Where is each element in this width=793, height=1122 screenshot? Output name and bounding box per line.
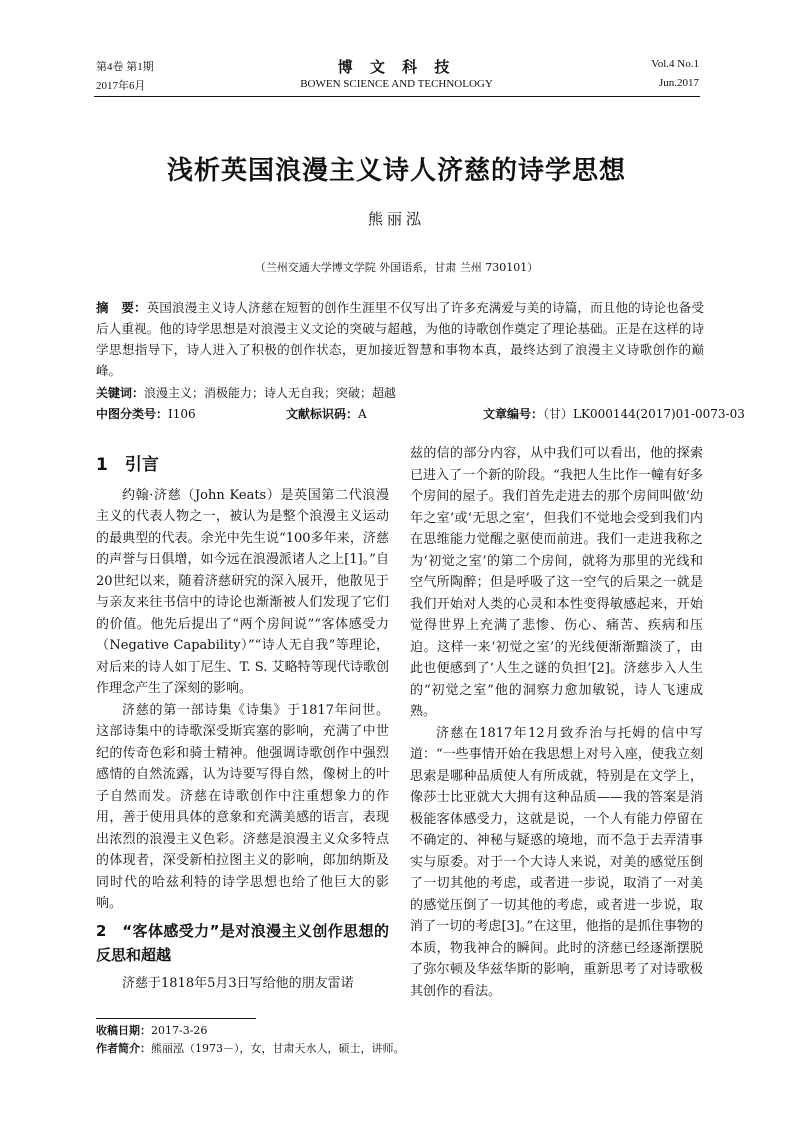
abstract: [96, 297, 704, 381]
clc-value: I106: [168, 407, 196, 421]
received-date: [96, 1022, 207, 1039]
paragraph: 济慈于1818年5月3日写给他的朋友雷诺: [122, 975, 354, 991]
paragraph: 济慈的第一部诗集《诗集》于1817年问世。这部诗集中的诗歌深受斯宾塞的影响，充满了中世纪的传奇色彩和骑士精神。他强调诗歌创作中强烈感情的自然流露，认为诗要写得自然，像树上的叶子自然而发。济慈在诗歌创作中注重想象力的作用，善于使用具体的意象和充满美感的语言，表现出浓烈的浪漫主义色彩。济慈是浪漫主义众多特点的体现者，深受新柏拉图主义的影响，郎加纳斯及同时代的哈兹利特的诗学思想也给了他巨大的影响。: [96, 702, 389, 911]
article-affiliation: （兰州交通大学博文学院 外国语系，甘肃 兰州 730101）: [254, 261, 539, 274]
paragraph: 兹的信的部分内容，从中我们可以看出，他的探索已进入了一个新的阶段。“我把人生比作一幢有好多个房间的屋子。我们首先走进去的那个房间叫做‘幼年之室’或‘无思之室’，但我们不觉地会受到我们内在思维能力觉醒之驱使而前进。我们一走进我称之为‘初觉之室’的第二个房间，就将为那里的光线和空气所陶醉；但是呼吸了这一空气的后果之一就是我们开始对人类的心灵和本性变得敏感起来，开始觉得世界上充满了悲惨、伤心、痛苦、疾病和压迫。这样一来‘初觉之室’的光线便渐渐黯淡了，由此也便感到了‘人生之谜的负担’[2]。济慈步入人生的“初觉之室”他的洞察力愈加敏锐，诗人飞速成熟。: [410, 446, 703, 719]
document-code-label: 文献标识码：: [286, 407, 359, 421]
header-date-en: Jun.2017: [658, 77, 699, 89]
section-2-heading: 2 “客体感受力”是对浪漫主义创作思想的反思和超越: [96, 921, 389, 964]
article-title: 浅析英国浪漫主义诗人济慈的诗学思想: [166, 156, 626, 186]
author-bio-value: 熊丽泓（1973－），女，甘肃天水人，硕士，讲师。: [151, 1042, 405, 1055]
journal-name-cn: 博 文 科 技: [337, 58, 456, 76]
document-code: [286, 405, 367, 423]
paragraph: 约翰·济慈（John Keats）是英国第二代浪漫主义的代表人物之一，被认为是整个浪漫主义运动的最典型的代表。余光中先生说“100多年来，济慈的声誉与日俱增，如今远在浪漫派诸人之上[1]。”自20世纪以来，随着济慈研究的深入展开，他散见于与亲友来往书信中的诗论也渐渐被人们发现了它们的价值。他先后提出了“两个房间说”“客体感受力（Negative Capability）”“诗人无自我”等理论，对后来的诗人如丁尼生、T. S. 艾略特等现代诗歌创作理念产生了深刻的影响。: [96, 487, 389, 696]
abstract-text: 英国浪漫主义诗人济慈在短暂的创作生涯里不仅写出了许多充满爱与美的诗篇，而且他的诗论也备受后人重视。他的诗学思想是对浪漫主义文论的突破与超越，为他的诗歌创作奠定了理论基础。正是在这样的诗学思想指导下，诗人进入了积极的创作状态，更加接近智慧和事物本真，最终达到了浪漫主义诗歌创作的巅峰。: [96, 300, 704, 378]
paragraph: 济慈在1817年12月致乔治与托姆的信中写道：“一些事情开始在我思想上对号入座，使我立刻思索是哪种品质使人有所成就，特别是在文学上，像莎士比亚就大大拥有这种品质——我的答案是消极能客体感受力，这就是说，一个人有能力停留在不确定的、神秘与疑惑的境地，而不急于去弄清事实与原委。对于一个大诗人来说，对美的感觉压倒了一切其他的考虑，或者进一步说，取消了一对美的感觉压倒了一切其他的考虑，或者进一步说，取消了一切的考虑[3]。”在这里，他指的是抓住事物的本质，物我神合的瞬间。此时的济慈已经逐渐摆脱了弥尔顿及华兹华斯的影响，重新思考了对诗歌极其创作的看法。: [410, 725, 703, 999]
keywords-text: 浪漫主义；消极能力；诗人无自我；突破；超越: [144, 386, 397, 400]
article-number-label: 文章编号：: [483, 407, 544, 421]
abstract-label: 摘 要：: [96, 300, 147, 315]
right-column: [410, 443, 703, 1002]
journal-name-en: BOWEN SCIENCE AND TECHNOLOGY: [300, 78, 493, 90]
keywords-label: 关键词：: [96, 386, 145, 400]
received-value: 2017-3-26: [151, 1024, 208, 1037]
section-1-heading: 1 引言: [96, 455, 159, 475]
received-label: 收稿日期：: [96, 1024, 151, 1037]
clc-label: 中图分类号：: [96, 407, 169, 421]
header-vol-issue-cn: 第4卷 第1期: [96, 61, 154, 73]
clc-number: [96, 405, 196, 423]
header-date-cn: 2017年6月: [96, 80, 146, 92]
left-column: [96, 455, 389, 994]
header-rule: [94, 96, 700, 97]
article-number: [483, 405, 745, 423]
header-vol-issue-en: Vol.4 No.1: [651, 58, 699, 70]
author-bio: [96, 1040, 405, 1057]
keywords: [96, 384, 704, 402]
article-number-value: （甘）LK000144(2017)01-0073-03: [543, 407, 745, 421]
document-code-value: A: [358, 407, 367, 421]
footnote-rule: [96, 1018, 256, 1019]
author-bio-label: 作者简介：: [96, 1042, 151, 1055]
article-author: 熊丽泓: [367, 210, 425, 228]
